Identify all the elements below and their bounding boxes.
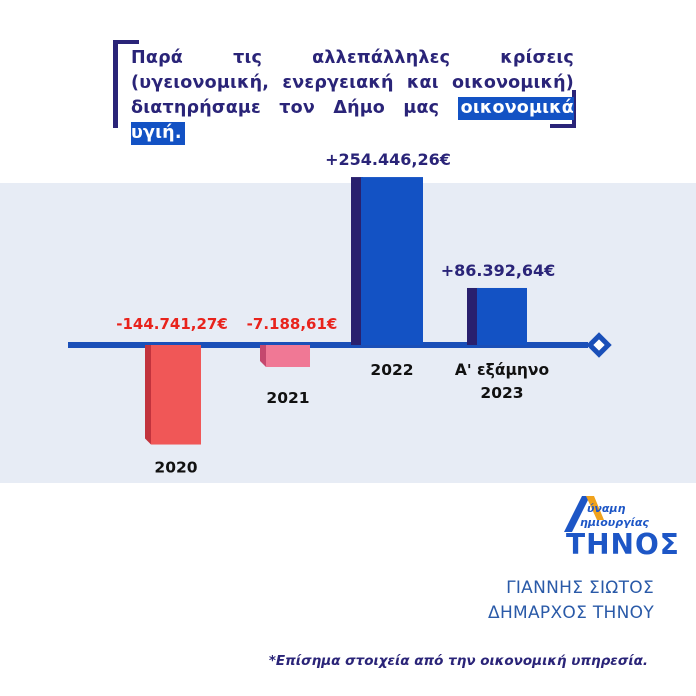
bar-0 [151,345,201,445]
headline-line-2: (υγειονομική, ενεργειακή και οικονομική) [131,73,574,93]
bar-1 [266,345,310,367]
brand-name: ΤΗΝΟΣ [566,528,680,561]
person-name: ΓΙΑΝΝΗΣ ΣΙΩΤΟΣ [506,578,654,598]
headline-line-3 [131,96,574,146]
brand-word-top: ύναμη [587,502,626,515]
brand-logo [560,490,690,580]
bar-chart [0,150,696,483]
bar-side-1 [260,345,266,367]
bar-3 [477,288,527,345]
brand-word-mid: ημιουργίας [580,516,649,529]
headline-line-1: Παρά τις αλλεπάλληλες κρίσεις [131,48,574,68]
chart-area [0,150,696,483]
value-label-1: -7.188,61€ [246,315,338,333]
category-label-3-line-1: 2023 [480,384,524,402]
person-title: ΔΗΜΑΡΧΟΣ ΤΗΝΟΥ [488,603,654,623]
headline-line-3-prefix: διατηρήσαμε τον Δήμο μας [131,98,440,118]
bar-side-0 [145,345,151,445]
category-label-1: 2021 [266,389,310,407]
category-label-2: 2022 [370,361,414,379]
bar-2 [361,177,423,345]
category-label-3-line-0: Α' εξάμηνο [454,361,550,379]
headline-box [113,40,574,143]
category-label-0: 2020 [154,458,198,477]
value-label-2: +254.446,26€ [325,150,451,170]
value-label-0: -144.741,27€ [116,315,228,333]
headline-bracket-top [113,40,139,44]
headline-text [131,46,574,146]
headline-bracket-left [113,40,118,128]
headline-highlight: οικονομικά υγιή. [131,98,574,143]
value-label-3: +86.392,64€ [440,260,556,280]
footnote: *Επίσημα στοιχεία από την οικονομική υπηρεσία. [268,653,648,669]
